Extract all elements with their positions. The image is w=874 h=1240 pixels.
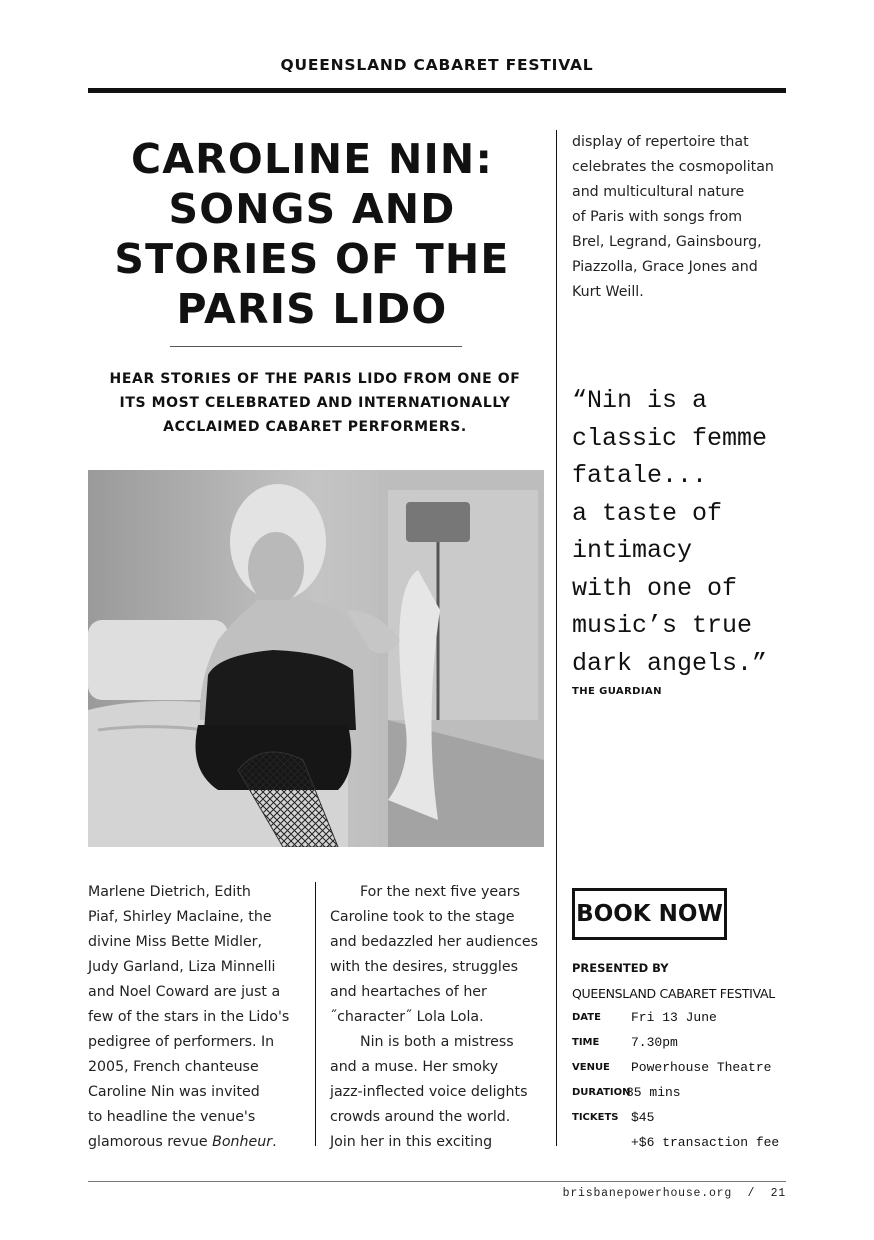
quote-line: fatale... [572,461,708,490]
page-number: 21 [770,1187,786,1200]
quote-source: THE GUARDIAN [572,686,662,697]
info-label: TICKETS [572,1112,619,1123]
text-line: Judy Garland, Liza Minnelli [88,959,276,975]
text-line: and Noel Coward are just a [88,984,281,1000]
info-value: +$6 transaction fee [631,1135,780,1150]
text-line: and a muse. Her smoky [330,1059,499,1075]
info-value: Powerhouse Theatre [631,1060,772,1075]
subtitle-line: HEAR STORIES OF THE PARIS LIDO FROM ONE OF [109,371,521,387]
info-label: TIME [572,1037,600,1048]
title-line: STORIES OF THE [114,235,510,283]
info-value: 85 mins [626,1085,681,1100]
text-line: and multicultural nature [572,184,745,200]
quote-line: intimacy [572,536,693,565]
info-value: 7.30pm [631,1035,678,1050]
text-line: Piazzolla, Grace Jones and [572,259,758,275]
text-line: and heartaches of her [330,984,487,1000]
text-line [88,1130,306,1155]
quote-line: dark angels.” [572,648,768,678]
quote-line: with one of [572,573,738,603]
info-label: VENUE [572,1062,610,1073]
book-now-button[interactable]: BOOK NOW [572,888,727,940]
text-line: display of repertoire that [572,134,749,150]
text-line: divine Miss Bette Midler, [88,934,263,950]
publication-header: QUEENSLAND CABARET FESTIVAL [280,56,594,74]
performer-photo-illustration [88,470,544,847]
text-line: to headline the venue's [88,1109,256,1125]
body-column-1 [88,880,306,1155]
text-line: Caroline Nin was invited [88,1084,260,1100]
text-fragment: glamorous revue [88,1134,213,1150]
body-column-divider [315,882,316,1146]
text-fragment: . [272,1134,277,1150]
body-column-3 [572,130,786,305]
article-title [90,134,534,334]
title-line: SONGS AND [168,185,456,233]
title-line: CAROLINE NIN: [130,135,494,183]
presented-by-label: PRESENTED BY [572,961,669,975]
show-name: Bonheur [212,1134,273,1150]
title-line: PARIS LIDO [176,285,448,333]
footer-rule [88,1181,786,1182]
text-line: Caroline took to the stage [330,909,515,925]
text-line: of Paris with songs from [572,209,743,225]
text-line: with the desires, struggles [330,959,518,975]
body-column-2 [330,880,550,1155]
text-line: crowds around the world. [330,1109,511,1125]
text-line: ˝character˝ Lola Lola. [330,1009,484,1025]
text-line: few of the stars in the Lido's [88,1009,290,1025]
text-line: celebrates the cosmopolitan [572,159,774,175]
text-line: Piaf, Shirley Maclaine, the [88,909,272,925]
title-rule [170,346,462,347]
pull-quote [572,382,786,682]
quote-line: a taste of [572,498,723,528]
header-rule [88,88,786,93]
quote-line: music’s true [572,611,753,640]
text-line: Join her in this exciting [330,1134,493,1150]
info-label: DATE [572,1012,601,1023]
text-line: Nin is both a mistress [360,1034,514,1050]
text-line: Kurt Weill. [572,284,644,300]
article-subtitle [88,367,542,439]
text-line: jazz-inflected voice delights [330,1084,528,1100]
website-link[interactable]: brisbanepowerhouse.org [562,1187,733,1200]
info-label: DURATION [572,1087,631,1098]
subtitle-line: ACCLAIMED CABARET PERFORMERS. [163,419,467,435]
presented-by-value: QUEENSLAND CABARET FESTIVAL [572,986,775,1001]
quote-line: “Nin is a [572,386,708,415]
text-line: For the next five years [360,884,521,900]
performer-photo [88,470,544,847]
quote-line: classic femme [572,423,768,453]
footer [563,1187,786,1200]
text-line: pedigree of performers. In [88,1034,275,1050]
text-line: and bedazzled her audiences [330,934,539,950]
info-value: Fri 13 June [631,1010,717,1025]
info-value: $45 [631,1110,655,1125]
column-divider [556,130,557,1146]
subtitle-line: ITS MOST CELEBRATED AND INTERNATIONALLY [119,395,511,411]
footer-separator: / [747,1187,756,1200]
text-line: 2005, French chanteuse [88,1059,259,1075]
text-line: Marlene Dietrich, Edith [88,884,251,900]
text-line: Brel, Legrand, Gainsbourg, [572,234,762,250]
